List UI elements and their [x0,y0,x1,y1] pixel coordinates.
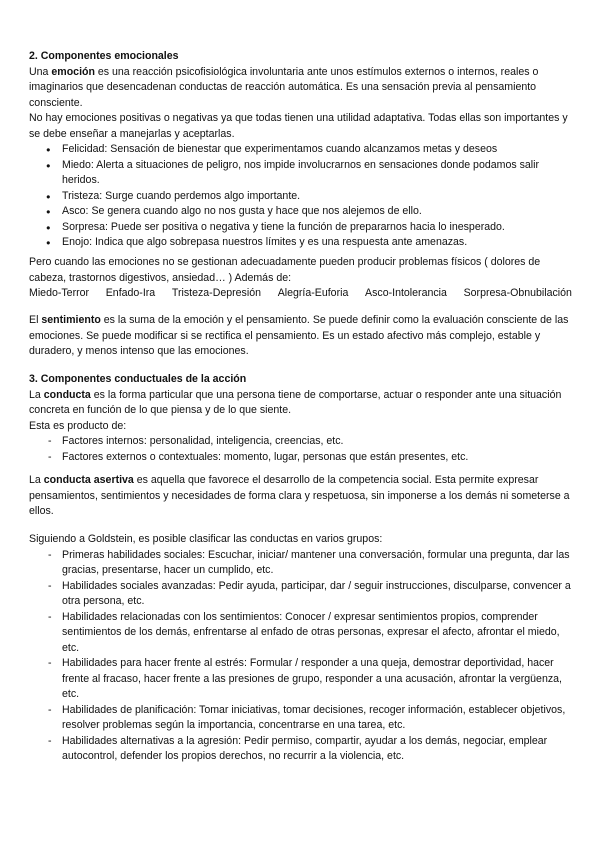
text: Una [29,65,52,78]
text: La [29,388,44,401]
text: es aquella que favorece el desarrollo de la competencia social. Esta permite expresar pensamientos, sentimientos y necesidades de forma clara y respetuosa, sin imponerse a los demás ni someterse a ellos. [29,474,570,517]
sentiment-paragraph [29,313,574,360]
pair-item: Asco-Intolerancia [365,287,447,299]
conduct-definition [29,388,574,419]
term-conducta-asertiva: conducta asertiva [43,474,134,486]
term-sentimiento: sentimiento [41,314,101,326]
section-2 [29,49,574,251]
list-item: - Habilidades para hacer frente al estrés: Formular / responder a una queja, demostrar deportividad, hacer frente al fracaso, hacer frente a las presiones de grupo, responder a una acusación, afrontar la vergüenza, etc. [29,656,574,703]
pair-item: Alegría-Euforia [277,287,349,299]
pair-item: Sorpresa-Obnubilación [463,287,572,299]
term-emocion: emoción [51,65,95,78]
emotion-utility: No hay emociones positivas o negativas ya que todas tienen una utilidad adaptativa. Todas ellas son importantes y se debe enseñar a manejarlas y aceptarlas. [29,112,568,140]
text: es una reacción psicofisiológica involuntaria ante unos estímulos externos o internos, reales o imaginarios que desencadenan conductas de reacción automática. Es una sensación previa al pensamiento consciente. [29,65,539,109]
section-2-title: 2. Componentes emocionales [29,50,179,62]
text: La [29,474,44,486]
emotion-definition [29,65,574,112]
list-item: ● Enojo: Indica que algo sobrepasa nuestros límites y es una respuesta ante amenazas. [29,235,574,251]
list-item: - Factores externos o contextuales: momento, lugar, personas que están presentes, etc. [29,450,574,466]
pair-item: Tristeza-Depresión [171,287,261,299]
list-item: - Habilidades alternativas a la agresión: Pedir permiso, compartir, ayudar a los demás, negociar, emplear autocontrol, defender los propios derechos, no recurrir a la violencia, etc. [29,734,574,765]
list-item: - Habilidades sociales avanzadas: Pedir ayuda, participar, dar / seguir instrucciones, disculparse, convencer a otra persona, etc. [29,579,574,610]
text: es la suma de la emoción y el pensamiento. Se puede definir como la evaluación consciente de las emociones. Se puede modificar si se rectifica el pensamiento. Es un estado afectivo más complejo, estable y duradero, y menos intenso que las emociones. [29,314,569,357]
list-item: - Primeras habilidades sociales: Escuchar, iniciar/ mantener una conversación, formular una pregunta, dar las gracias, presentarse, hacer un cumplido, etc. [29,548,574,579]
factor-list [29,434,574,465]
skill-groups-list [29,548,574,765]
conduct-product: Esta es producto de: [29,419,127,432]
list-item: ● Sorpresa: Puede ser positiva o negativa y tiene la función de prepararnos hacia lo inesperado. [29,220,574,236]
emotion-pairs [29,286,574,302]
text: es la forma particular que una persona tiene de comportarse, actuar o responder ante una situación concreta en función de lo que piensa y de lo que siente. [29,388,562,416]
list-item: ● Asco: Se genera cuando algo no nos gusta y hace que nos alejemos de ello. [29,204,574,220]
section-3 [29,372,574,465]
goldstein-block [29,532,574,765]
assertive-paragraph [29,473,574,520]
list-item: - Factores internos: personalidad, inteligencia, creencias, etc. [29,434,574,450]
list-item: ● Felicidad: Sensación de bienestar que experimentamos cuando alcanzamos metas y deseos [29,142,574,158]
list-item: - Habilidades de planificación: Tomar iniciativas, tomar decisiones, recoger información, establecer objetivos, resolver problemas según la importancia, concentrarse en una tarea, etc. [29,703,574,734]
list-item: - Habilidades relacionadas con los sentimientos: Conocer / expresar sentimientos propios, comprender sentimientos de los demás, enfrentarse al enfado de otras personas, expresar el afecto, afrontar el miedo, etc. [29,610,574,657]
emotion-list [29,142,574,251]
pair-item: Miedo-Terror [29,287,90,299]
list-item: ● Miedo: Alerta a situaciones de peligro, nos impide involucrarnos en sensaciones donde podamos salir heridos. [29,158,574,189]
goldstein-intro: Siguiendo a Goldstein, es posible clasificar las conductas en varios grupos: [29,533,383,545]
pair-item: Enfado-Ira [105,287,156,299]
problems-text: Pero cuando las emociones no se gestionan adecuadamente pueden producir problemas físicos ( dolores de cabeza, trastornos digestivos, ansiedad… ) Además de: [29,256,541,284]
section-3-title: 3. Componentes conductuales de la acción [29,373,247,385]
text: El [29,314,42,326]
emotion-problems [29,255,574,302]
list-item: ● Tristeza: Surge cuando perdemos algo importante. [29,189,574,205]
term-conducta: conducta [43,388,91,401]
